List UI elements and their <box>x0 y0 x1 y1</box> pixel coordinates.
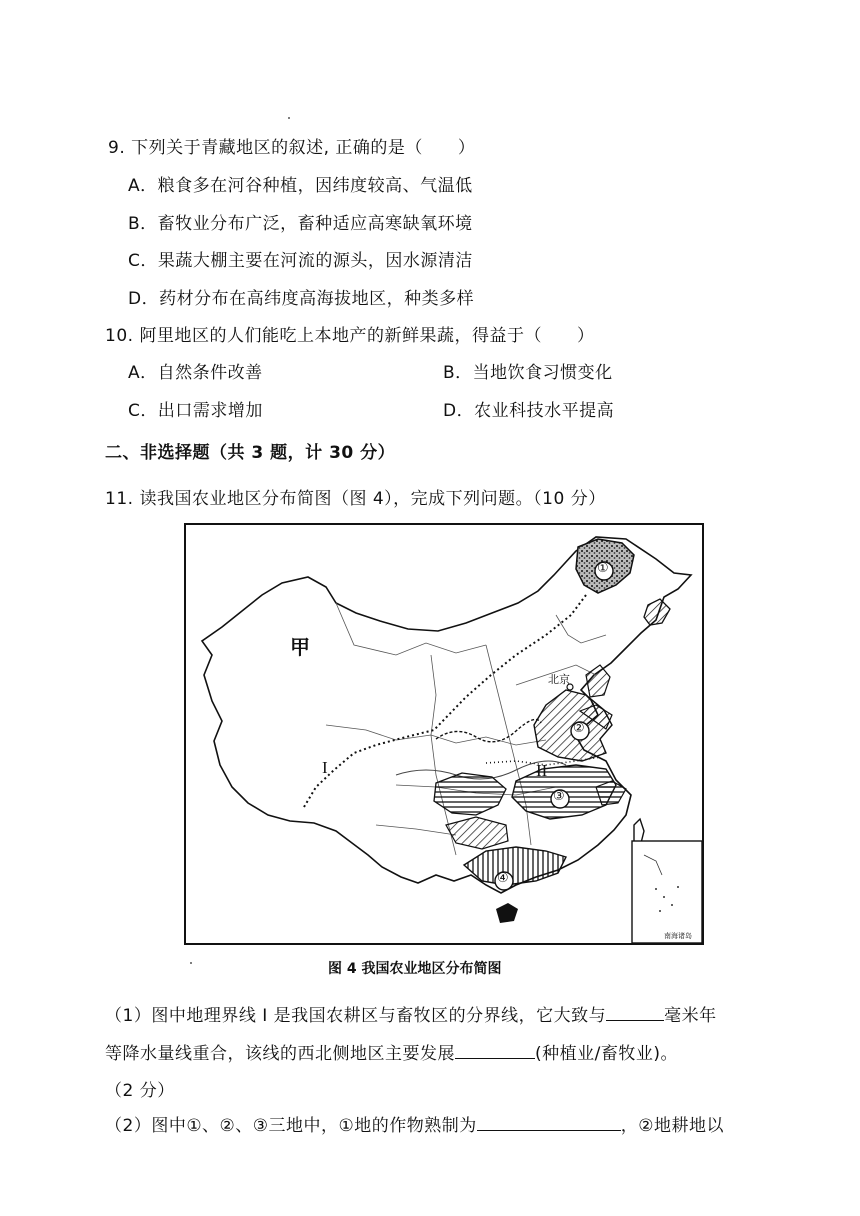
q9-stem: 9. 下列关于青藏地区的叙述, 正确的是（ ） <box>108 138 476 158</box>
q10-option-b: B．当地饮食习惯变化 <box>443 363 613 383</box>
q11-part2-line1 <box>105 1111 724 1136</box>
china-agriculture-map <box>184 523 704 945</box>
label-beijing: 北京 <box>548 673 570 686</box>
q10-option-c: C．出口需求增加 <box>128 401 263 421</box>
q11-part1-text-b: 毫米年 <box>664 1006 717 1026</box>
q11-stem: 11. 读我国农业地区分布简图（图 4），完成下列问题。（10 分） <box>105 489 606 509</box>
q10-stem: 10. 阿里地区的人们能吃上本地产的新鲜果蔬，得益于（ ） <box>105 326 595 346</box>
q10-option-d: D．农业科技水平提高 <box>443 401 615 421</box>
q9-option-b: B．畜牧业分布广泛，畜种适应高寒缺氧环境 <box>128 214 473 234</box>
scan-speck <box>190 962 192 964</box>
label-region-4: ④ <box>497 871 509 886</box>
answer-blank-cropping-system[interactable] <box>477 1114 621 1131</box>
inset-box <box>632 841 702 943</box>
q9-option-a: A．粮食多在河谷种植，因纬度较高、气温低 <box>128 176 473 196</box>
q11-part1-text-c: 等降水量线重合，该线的西北侧地区主要发展 <box>105 1044 455 1064</box>
label-jia: 甲 <box>290 635 310 659</box>
scan-speck <box>288 117 290 119</box>
answer-blank-rainfall[interactable] <box>606 1004 664 1021</box>
section-title: 二、非选择题（共 3 题，计 30 分） <box>105 443 396 463</box>
q9-option-d: D．药材分布在高纬度高海拔地区，种类多样 <box>128 289 475 309</box>
q11-part1-line2 <box>105 1039 678 1064</box>
answer-blank-agriculture-type[interactable] <box>455 1042 535 1059</box>
q10-option-a: A．自然条件改善 <box>128 363 263 383</box>
q9-option-c: C．果蔬大棚主要在河流的源头，因水源清洁 <box>128 251 473 271</box>
label-line-i: I <box>322 758 328 777</box>
china-outline <box>202 537 691 893</box>
label-region-3: ③ <box>553 789 565 804</box>
label-inset: 南海诸岛 <box>664 932 692 940</box>
map-drawing <box>186 525 702 943</box>
q11-part1-text-a: （1）图中地理界线 I 是我国农耕区与畜牧区的分界线，它大致与 <box>105 1006 607 1026</box>
q11-part1-line1 <box>105 1001 717 1026</box>
label-region-2: ② <box>573 721 585 736</box>
label-region-1: ① <box>597 561 609 576</box>
q11-part2-text-b: ，②地耕地以 <box>620 1116 725 1136</box>
q11-part1-text-d: (种植业/畜牧业)。 <box>535 1044 678 1064</box>
region-4 <box>464 847 566 885</box>
q11-part1-score: （2 分） <box>105 1081 175 1101</box>
label-line-ii: II <box>536 761 548 780</box>
figure-caption: 图 4 我国农业地区分布简图 <box>328 961 502 977</box>
q11-part2-text-a: （2）图中①、②、③三地中，①地的作物熟制为 <box>105 1116 477 1136</box>
